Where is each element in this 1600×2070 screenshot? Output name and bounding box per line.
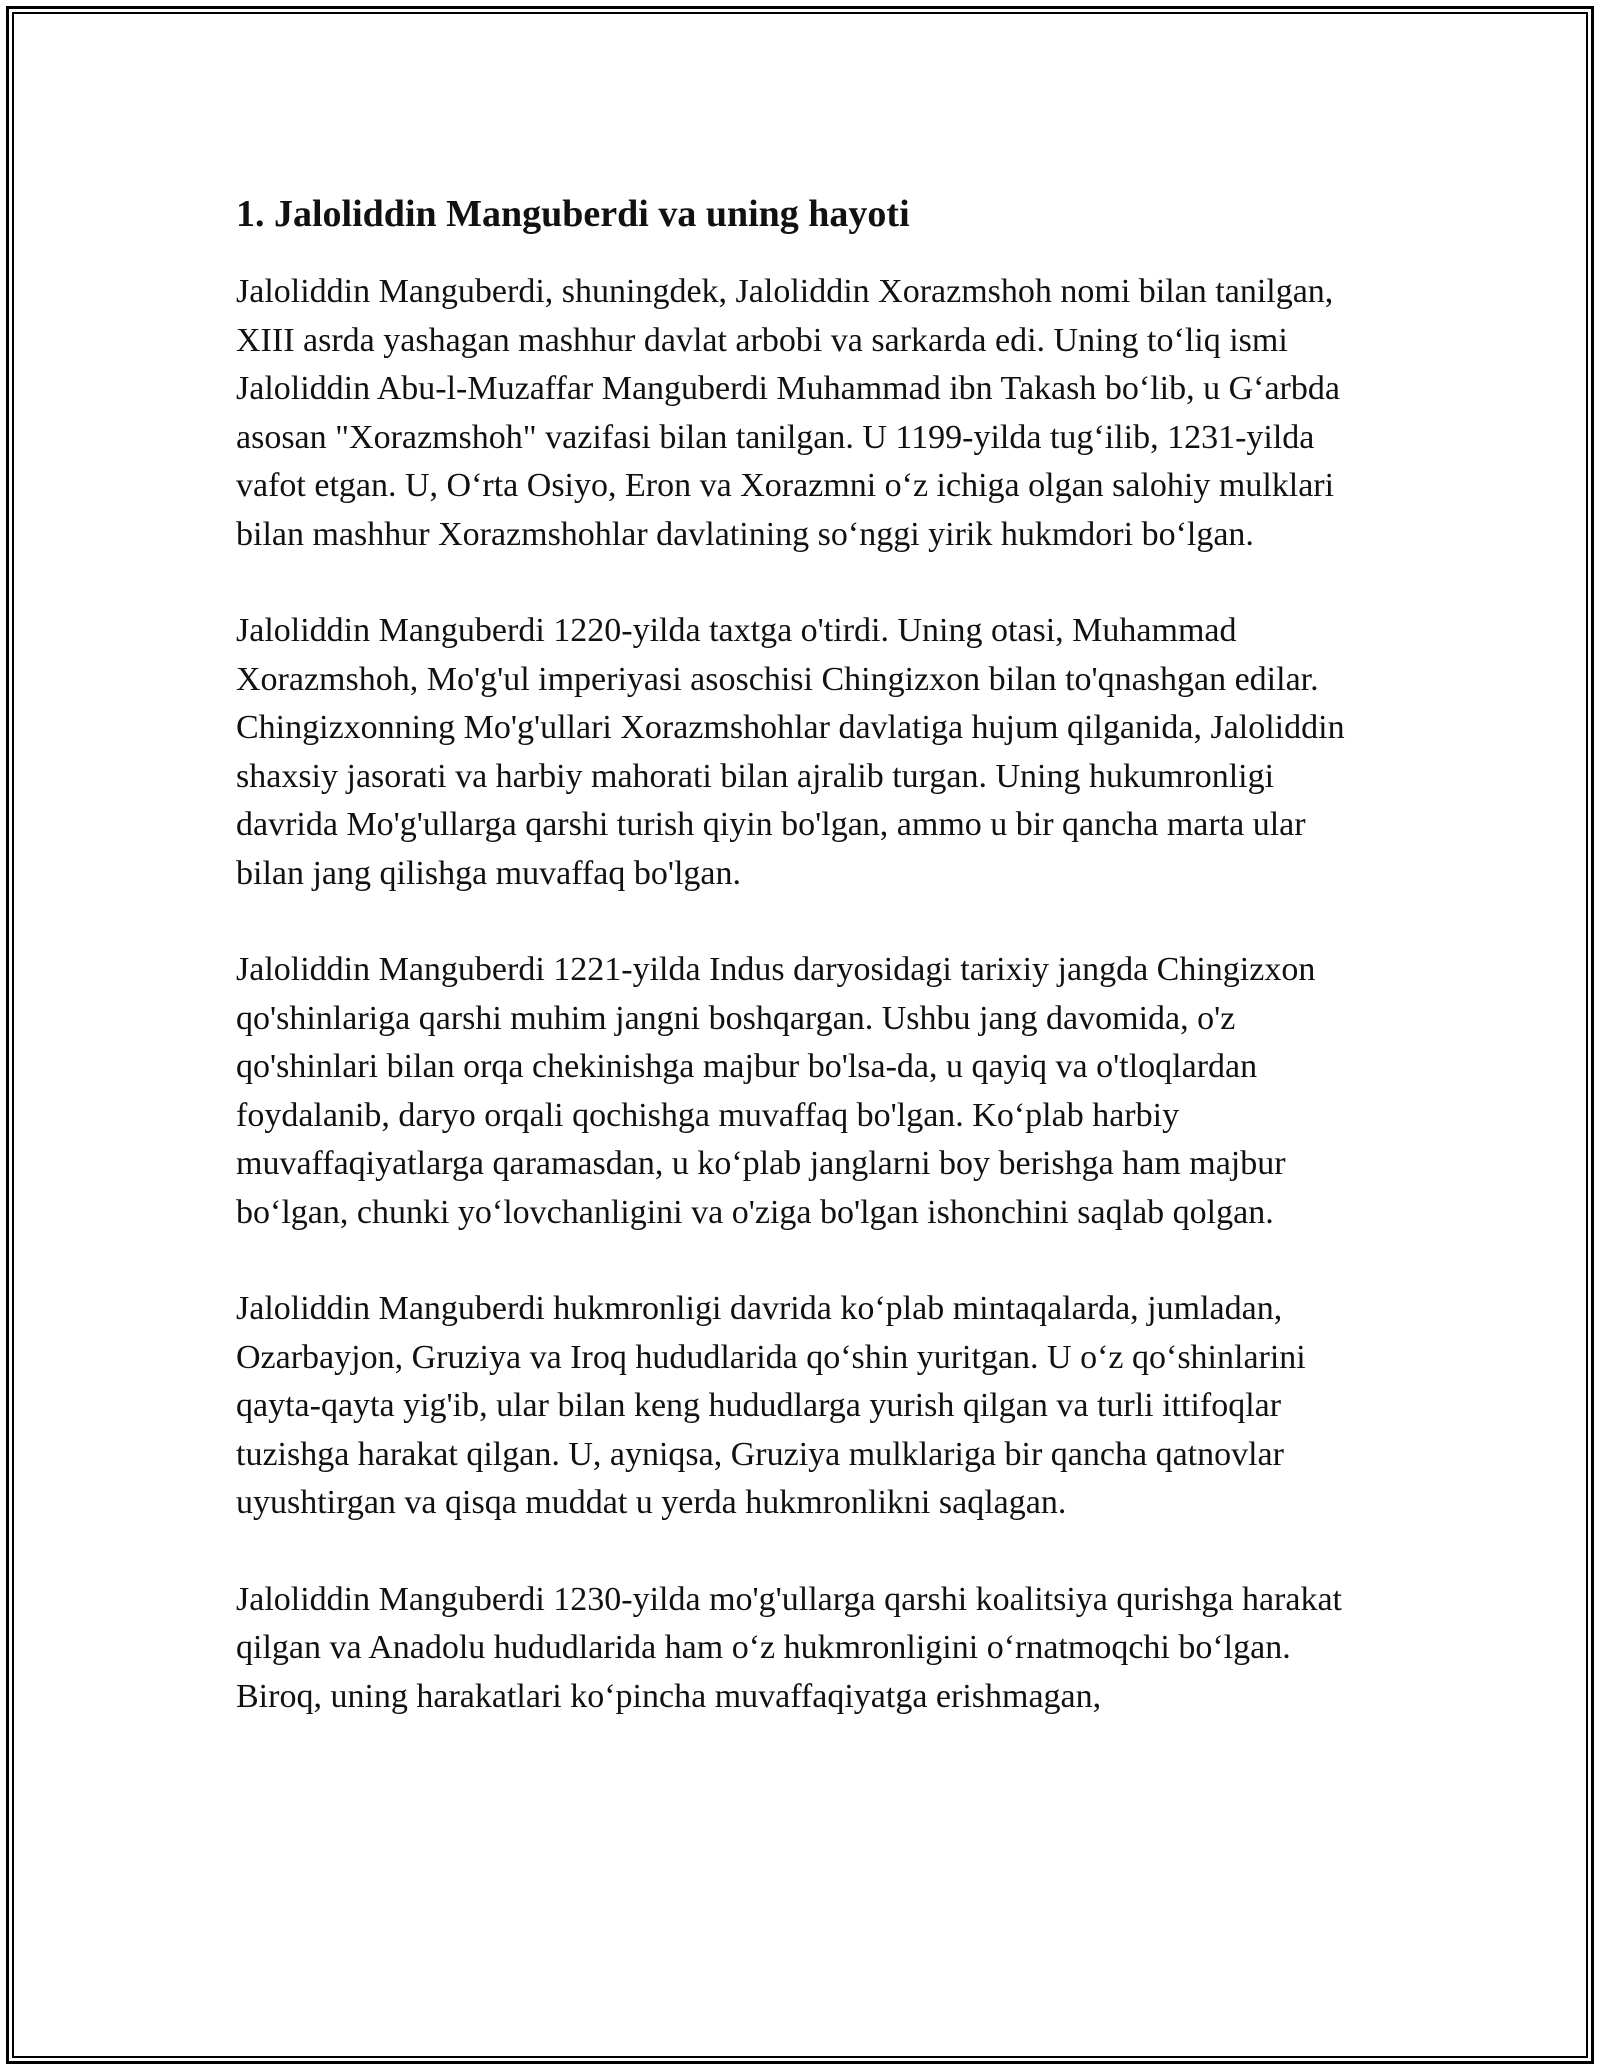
paragraph-2: Jaloliddin Manguberdi 1220-yilda taxtga o'tirdi. Uning otasi, Muhammad Xorazmshoh, Mo'g'ul imperiyasi asoschisi Chingizxon bilan to'qnashgan edilar. Chingizxonning Mo'g'ullari Xorazmshohlar davlatiga hujum qilganida, Jaloliddin shaxsiy jasorati va harbiy mahorati bilan ajralib turgan. Uning hukumronligi davrida Mo'g'ullarga qarshi turish qiyin bo'lgan, ammo u bir qancha marta ular bilan jang qilishga muvaffaq bo'lgan. [236, 612, 1345, 892]
document-body [236, 188, 1376, 1769]
paragraph-5: Jaloliddin Manguberdi 1230-yilda mo'g'ullarga qarshi koalitsiya qurishga harakat qilgan va Anadolu hududlarida ham o‘z hukmronligini o‘rnatmoqchi bo‘lgan. Biroq, uning harakatlari ko‘pincha muvaffaqiyatga erishmagan, [236, 1580, 1342, 1715]
paragraph-3: Jaloliddin Manguberdi 1221-yilda Indus daryosidagi tarixiy jangda Chingizxon qo'shinlariga qarshi muhim jangni boshqargan. Ushbu jang davomida, o'z qo'shinlari bilan orqa chekinishga majbur bo'lsa-da, u qayiq va o'tloqlardan foydalanib, daryo orqali qochishga muvaffaq bo'lgan. Ko‘plab harbiy muvaffaqiyatlarga qaramasdan, u ko‘plab janglarni boy berishga ham majbur bo‘lgan, chunki yo‘lovchanligini va o'ziga bo'lgan ishonchini saqlab qolgan. [236, 951, 1316, 1231]
paragraph-1: Jaloliddin Manguberdi, shuningdek, Jaloliddin Xorazmshoh nomi bilan tanilgan, XIII asrda yashagan mashhur davlat arbobi va sarkarda edi. Uning to‘liq ismi Jaloliddin Abu-l-Muzaffar Manguberdi Muhammad ibn Takash bo‘lib, u G‘arbda asosan "Xorazmshoh" vazifasi bilan tanilgan. U 1199-yilda tug‘ilib, 1231-yilda vafot etgan. U, O‘rta Osiyo, Eron va Xorazmni o‘z ichiga olgan salohiy mulklari bilan mashhur Xorazmshohlar davlatining so‘nggi yirik hukmdori bo‘lgan. [236, 273, 1340, 553]
section-heading: 1. Jaloliddin Manguberdi va uning hayoti [236, 193, 910, 235]
paragraph-4: Jaloliddin Manguberdi hukmronligi davrida ko‘plab mintaqalarda, jumladan, Ozarbayjon, Gruziya va Iroq hududlarida qo‘shin yuritgan. U o‘z qo‘shinlarini qayta-qayta yig'ib, ular bilan keng hududlarga yurish qilgan va turli ittifoqlar tuzishga harakat qilgan. U, ayniqsa, Gruziya mulklariga bir qancha qatnovlar uyushtirgan va qisqa muddat u yerda hukmronlikni saqlagan. [236, 1290, 1306, 1521]
